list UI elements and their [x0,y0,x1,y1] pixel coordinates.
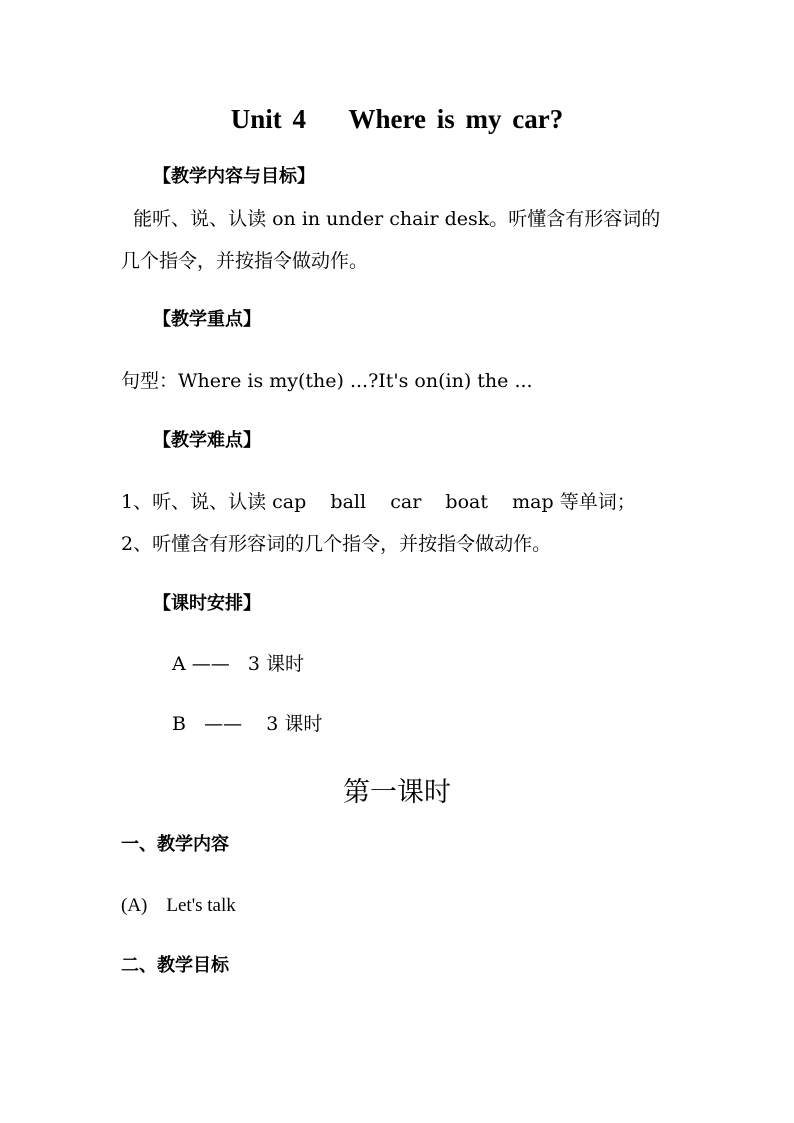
difficulties-line-2: 2、听懂含有形容词的几个指令，并按指令做动作。 [121,533,552,555]
part1-line: (A) Let's talk [121,895,236,916]
difficulties-line-1: 1、听、说、认读 cap ball car boat map 等单词； [121,491,636,513]
key-points-line-1: 句型：Where is my(the) ...?It's on(in) the ... [121,370,533,392]
content-goals-line-2: 几个指令，并按指令做动作。 [121,250,369,272]
schedule-heading: 【课时安排】 [153,593,261,614]
difficulties-heading: 【教学难点】 [153,430,261,451]
schedule-item-b: B —— 3 课时 [172,713,323,735]
content-goals-line-1: 能听、说、认读 on in under chair desk。听懂含有形容词的 [121,208,661,230]
page-title: Unit 4 Where is my car? [230,104,564,134]
schedule-item-a: A —— 3 课时 [172,653,305,675]
part1-heading: 一、教学内容 [121,834,229,855]
content-goals-heading: 【教学内容与目标】 [153,166,315,187]
key-points-heading: 【教学重点】 [153,309,261,330]
part2-heading: 二、教学目标 [121,955,229,976]
lesson-title: 第一课时 [343,777,451,808]
